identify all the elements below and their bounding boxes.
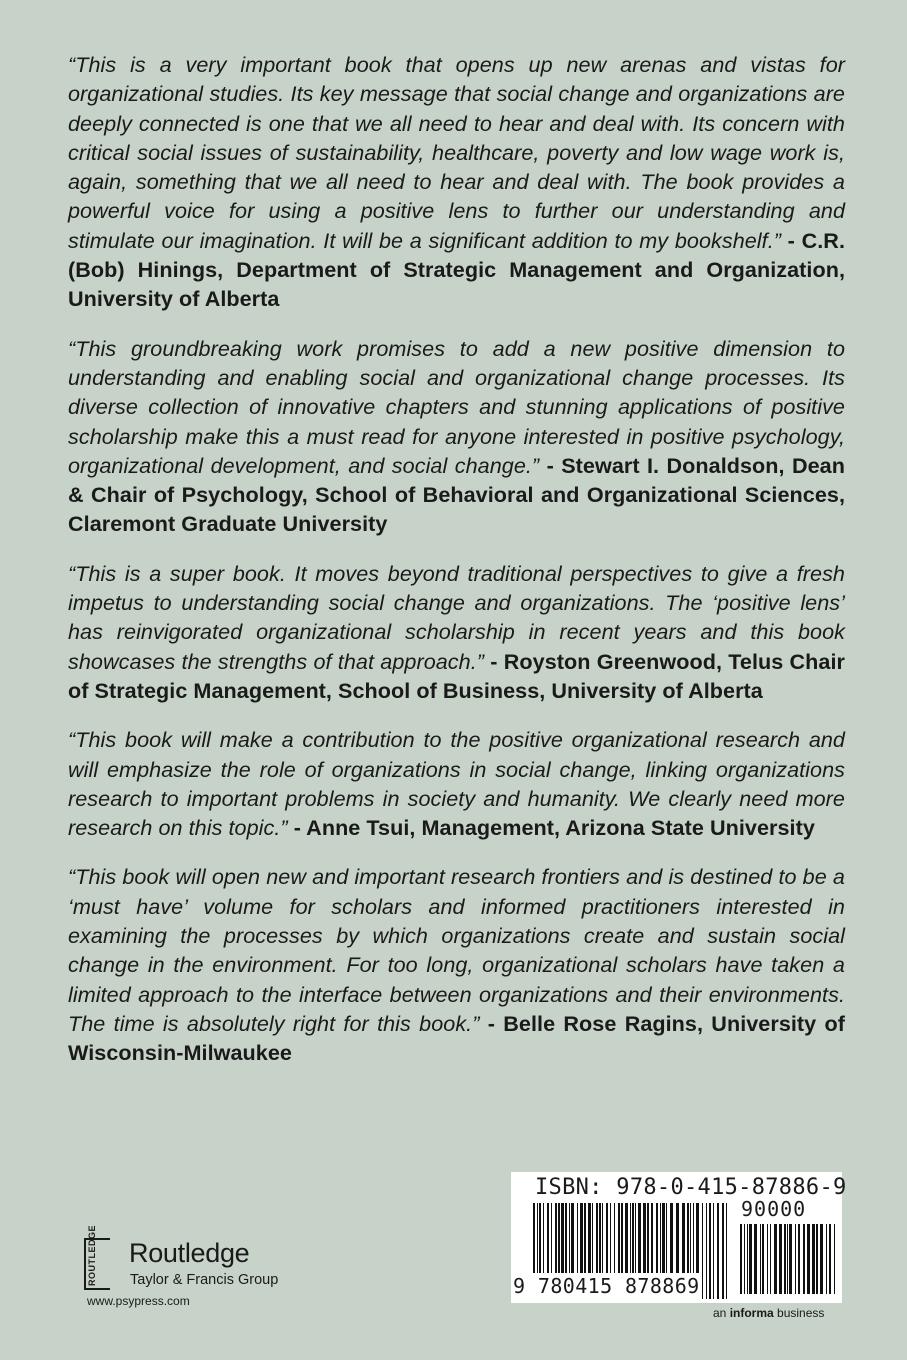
endorsement-1 <box>68 50 845 314</box>
endorsement-4 <box>68 725 845 842</box>
barcode-bar <box>722 1203 724 1299</box>
barcode-bar <box>784 1224 786 1294</box>
endorsement-attribution: - Stewart I. Donaldson, Dean & Chair of Psychology, School of Behavioral and Organizational Sciences, Claremont Graduate University <box>68 452 845 537</box>
barcode-bar <box>740 1224 742 1294</box>
endorsement-5 <box>68 862 845 1067</box>
publisher-url: www.psypress.com <box>87 1294 190 1308</box>
barcode-bar <box>702 1203 703 1299</box>
endorsement-3 <box>68 559 845 705</box>
barcode-bar <box>762 1224 764 1294</box>
endorsement-quote: “This is a very important book that opens up new arenas and vistas for organizational studies. Its key message that social change and organizations are deeply connected is one that we all need to hear and deal with. Its concern with critical social issues of sustainability, healthcare, poverty and low wage work is, again, something that we all need to hear and deal with. The book provides a powerful voice for using a positive lens to further our understanding and stimulate our imagination. It will be a significant addition to my bookshelf.” <box>68 52 845 253</box>
barcode-bar <box>803 1224 805 1294</box>
endorsement-attribution: - Belle Rose Ragins, University of Wisconsin-Milwaukee <box>68 1010 845 1066</box>
barcode-bar <box>713 1203 714 1299</box>
barcode-bar <box>816 1224 818 1294</box>
barcode-bar <box>826 1224 827 1294</box>
endorsement-quote: “This groundbreaking work promises to add a new positive dimension to understanding and enabling social and organizational change processes. Its diverse collection of innovative chapters and stunning applications of positive scholarship make this a must read for anyone interested in positive psychology, organizational development, and social change.” <box>68 335 845 478</box>
barcode-bar <box>706 1203 707 1299</box>
barcode-bar <box>798 1224 800 1294</box>
barcode-bar <box>709 1203 711 1299</box>
barcode-bar <box>789 1224 792 1294</box>
barcode-bar <box>812 1224 815 1294</box>
isbn-label: ISBN: 978-0-415-87886-9 <box>535 1175 847 1200</box>
barcode-bar <box>807 1224 810 1294</box>
barcode-bar <box>787 1224 788 1294</box>
endorsement-quote: “This book will make a contribution to the positive organizational research and will emphasize the role of organizations in social change, linking organizations research to important problems in society and humanity. We clearly need more research on this topic.” <box>68 727 845 841</box>
publisher-name: Routledge <box>129 1238 250 1268</box>
barcode-bar <box>744 1224 745 1294</box>
barcode-bar <box>770 1224 771 1294</box>
tagline-prefix: an <box>713 1306 730 1320</box>
barcode-bar <box>760 1224 761 1294</box>
addon-digits: 90000 <box>741 1197 807 1221</box>
barcode-bar <box>747 1224 748 1294</box>
barcode <box>511 1172 847 1303</box>
tagline-brand: informa <box>729 1306 774 1320</box>
endorsement-quote: “This is a super book. It moves beyond traditional perspectives to give a fresh impetus to understanding social change and organizations. The ‘positive lens’ has reinvigorated organizational scholarship in recent years and this book showcases the strengths of that approach.” <box>68 560 845 674</box>
logo-mark-text: ROUTLEDGE <box>87 1224 97 1286</box>
ean-digits: 9 780415 878869 <box>513 1274 700 1298</box>
barcode-bar <box>717 1203 719 1299</box>
barcode-bar <box>726 1203 727 1299</box>
barcode-bar <box>779 1224 782 1294</box>
tagline-suffix: business <box>773 1306 825 1320</box>
addon-barcode-bars <box>740 1224 836 1294</box>
barcode-bar <box>820 1224 823 1294</box>
barcode-bar <box>767 1224 768 1294</box>
endorsement-attribution: - C.R. (Bob) Hinings, Department of Strategic Management and Organization, University of Alberta <box>68 227 845 312</box>
barcode-bar <box>829 1224 831 1294</box>
barcode-bar <box>795 1224 796 1294</box>
publisher-group: Taylor & Francis Group <box>130 1272 279 1288</box>
endorsements <box>68 50 845 1088</box>
publisher-logo <box>84 1224 344 1316</box>
barcode-bar <box>834 1224 835 1294</box>
endorsement-attribution: - Royston Greenwood, Telus Chair of Strategic Management, School of Business, University of Alberta <box>68 648 845 703</box>
endorsement-2 <box>68 334 845 539</box>
barcode-bar <box>754 1224 757 1294</box>
endorsement-attribution: - Anne Tsui, Management, Arizona State University <box>287 815 815 841</box>
barcode-bar <box>774 1224 777 1294</box>
barcode-bar <box>749 1224 752 1294</box>
endorsement-quote: “This book will open new and important research frontiers and is destined to be a ‘must have’ volume for scholars and informed practitioners interested in examining the processes by which organizations create and sustain social change in the environment. For too long, organizational scholars have taken a limited approach to the interface between organizations and their environments. The time is absolutely right for this book.” <box>68 864 845 1036</box>
informa-tagline <box>713 1306 824 1320</box>
